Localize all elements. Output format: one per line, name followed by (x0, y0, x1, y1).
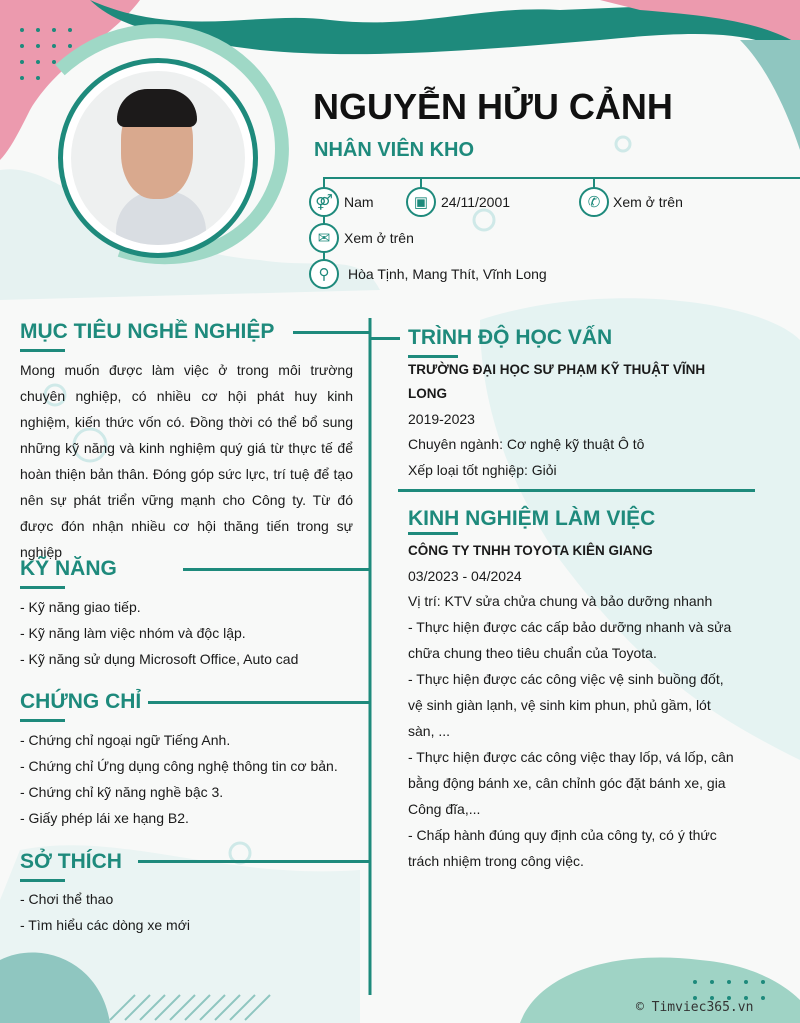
certificate-item: - Giấy phép lái xe hạng B2. (20, 810, 189, 826)
gender-value: Nam (344, 194, 374, 210)
skills-list (20, 594, 298, 672)
birthday-value: 24/11/2001 (441, 194, 511, 210)
gender-icon: ⚤ (309, 187, 339, 217)
heading-connector (138, 860, 370, 863)
phone-value: Xem ở trên (613, 194, 683, 210)
address-value: Hòa Tịnh, Mang Thít, Vĩnh Long (348, 266, 547, 282)
experience-line: - Thực hiện được các cấp bảo dưỡng nhanh và sửa chữa chung theo tiêu chuẩn của Toyota. (408, 619, 732, 661)
experience-heading: KINH NGHIỆM LÀM VIỆC (408, 507, 656, 530)
job-title: NHÂN VIÊN KHO (314, 139, 475, 161)
heading-connector (293, 331, 370, 334)
company-name: CÔNG TY TNHH TOYOTA KIÊN GIANG (408, 543, 653, 558)
contact-divider (324, 177, 800, 179)
heading-underline (20, 586, 65, 589)
experience-line: - Chấp hành đúng quy định của công ty, có ý thức trách nhiệm trong công việc. (408, 827, 717, 869)
certificates-list (20, 727, 338, 831)
email-value: Xem ở trên (344, 230, 414, 246)
heading-connector (370, 337, 400, 340)
heading-underline (20, 349, 65, 352)
experience-line: Vị trí: KTV sửa chửa chung và bảo dưỡng nhanh (408, 593, 713, 609)
watermark: © Timviec365.vn (636, 1000, 754, 1015)
objective-heading: MỤC TIÊU NGHỀ NGHIỆP (20, 320, 275, 343)
school-name: TRƯỜNG ĐẠI HỌC SƯ PHẠM KỸ THUẬT VĨNH LONG (408, 362, 706, 401)
education-period: 2019-2023 (408, 411, 475, 427)
heading-connector (183, 568, 370, 571)
certificates-heading: CHỨNG CHỈ (20, 690, 142, 713)
heading-underline (408, 532, 458, 535)
experience-period: 03/2023 - 04/2024 (408, 568, 522, 584)
hobby-item: - Tìm hiểu các dòng xe mới (20, 917, 190, 933)
email-icon: ✉ (309, 223, 339, 253)
section-divider (398, 489, 755, 492)
education-grade: Xếp loại tốt nghiệp: Giỏi (408, 462, 557, 478)
certificate-item: - Chứng chỉ ngoại ngữ Tiếng Anh. (20, 732, 231, 748)
education-major: Chuyên ngành: Cơ nghệ kỹ thuật Ô tô (408, 436, 645, 452)
profile-photo (58, 58, 258, 258)
education-heading: TRÌNH ĐỘ HỌC VẤN (408, 326, 613, 349)
skill-item: - Kỹ năng làm việc nhóm và độc lập. (20, 625, 246, 641)
heading-connector (148, 701, 370, 704)
candidate-name: NGUYỄN HỬU CẢNH (313, 86, 673, 127)
phone-icon: ✆ (579, 187, 609, 217)
objective-text: Mong muốn được làm việc ở trong môi trường chuyên nghiệp, có nhiều cơ hội phát huy kinh nghiệm, kiến thức vốn có. Đồng thời có thể bổ sung những kỹ năng và kinh nghiệm quý giá từ thực tế để hoàn thiện bản thân. Đóng góp sức lực, trí tuệ để tạo nên sự phát triển vững mạnh cho Công ty. Từ đó được đón nhận nhiều cơ hội thăng tiến trong sự nghiệp (20, 362, 353, 560)
hobby-item: - Chơi thể thao (20, 891, 114, 907)
hobbies-list (20, 886, 190, 938)
location-icon: ⚲ (309, 259, 339, 289)
heading-underline (20, 719, 65, 722)
experience-line: - Thực hiện được các công việc thay lốp, vá lốp, cân bằng động bánh xe, cân chỉnh góc đặt bánh xe, gia Công đĩa,... (408, 749, 734, 817)
heading-underline (20, 879, 65, 882)
skills-heading: KỸ NĂNG (20, 557, 117, 580)
certificate-item: - Chứng chỉ kỹ năng nghề bậc 3. (20, 784, 224, 800)
certificate-item: - Chứng chỉ Ứng dụng công nghệ thông tin cơ bản. (20, 758, 338, 774)
experience-details (408, 588, 738, 874)
skill-item: - Kỹ năng giao tiếp. (20, 599, 141, 615)
skill-item: - Kỹ năng sử dụng Microsoft Office, Auto cad (20, 651, 299, 667)
experience-line: - Thực hiện được các công việc vệ sinh buồng đốt, vệ sinh giàn lạnh, vệ sinh kim phun, phủ gầm, lót sàn, ... (408, 671, 724, 739)
hobbies-heading: SỞ THÍCH (20, 850, 122, 873)
calendar-icon: ▣ (406, 187, 436, 217)
